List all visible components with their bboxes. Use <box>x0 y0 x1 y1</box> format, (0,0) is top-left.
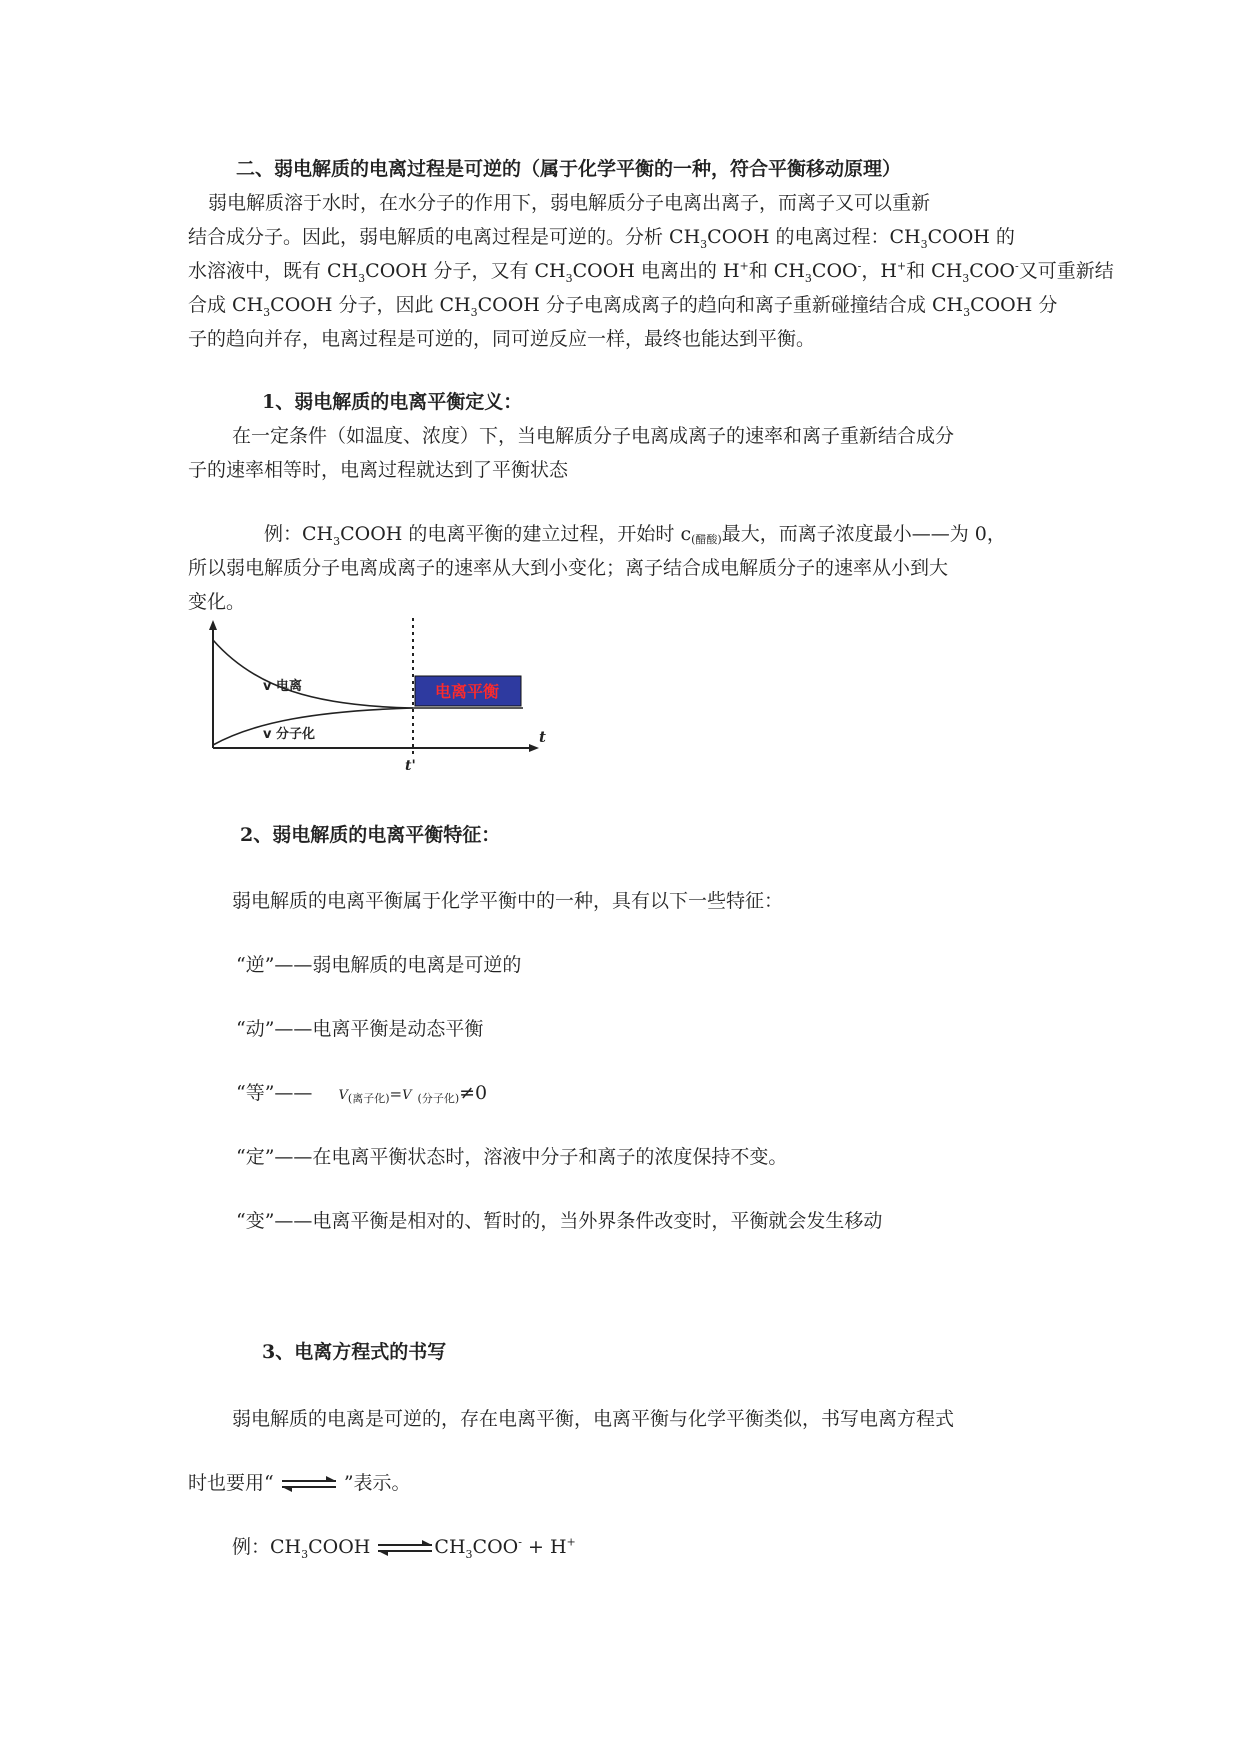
feature-reversible: “逆”——弱电解质的电离是可逆的 <box>236 954 522 976</box>
intro-line-1: 弱电解质溶于水时，在水分子的作用下，弱电解质分子电离出离子，而离子又可以重新 <box>208 192 931 214</box>
ionization-rate-label: v 电离 <box>263 679 303 694</box>
ionization-rate-curve <box>213 640 413 708</box>
feature-fixed: “定”——在电离平衡状态时，溶液中分子和离子的浓度保持不变。 <box>236 1146 788 1168</box>
reversible-arrow-icon <box>280 1476 338 1492</box>
example1-line-1: 例：$CH_3COOH$ 的电离平衡的建立过程，开始时 c(醋酸)最大，而离子浓度最小——为 0， <box>264 523 1006 548</box>
feature-equal: “等”—— V(离子化)=V (分子化)≠0 <box>236 1082 488 1105</box>
reversible-arrow-icon <box>376 1540 434 1556</box>
s1-title: 1、弱电解质的电离平衡定义： <box>262 391 523 413</box>
s2-title: 2、弱电解质的电离平衡特征： <box>240 824 501 846</box>
intro-line-2: 结合成分子。因此，弱电解质的电离过程是可逆的。分析 $CH_3COOH$ 的电离过程：$CH_3COOH$ 的 <box>188 226 1015 251</box>
s3-line-2: 时也要用“ ”表示。 <box>188 1472 411 1494</box>
s3-example: 例：$CH_3COOH$ $CH_3COO^- + H^+$ <box>232 1535 576 1561</box>
intro-line-3: 水溶液中，既有 $CH_3COOH$ 分子，又有 $CH_3COOH$ 电离出的 H+和 $CH_3COO^-$，H+和 $CH_3COO^-$又可重新结 <box>188 259 1114 285</box>
equilibrium-box-label: 电离平衡 <box>434 682 500 701</box>
y-axis-arrow <box>209 620 217 630</box>
intro-line-5: 子的趋向并存，电离过程是可逆的，同可逆反应一样，最终也能达到平衡。 <box>188 328 816 350</box>
t-axis-label: t <box>539 728 546 746</box>
intro-line-4: 合成 $CH_3COOH$ 分子，因此 $CH_3COOH$ 分子电离成离子的趋向和离子重新碰撞结合成 $CH_3COOH$ 分 <box>188 294 1058 319</box>
example1-line-2: 所以弱电解质分子电离成离子的速率从大到小变化；离子结合成电解质分子的速率从小到大 <box>188 557 949 579</box>
t-prime-label: t' <box>405 758 416 774</box>
s3-title: 3、电离方程式的书写 <box>262 1341 447 1363</box>
section-title: 二、弱电解质的电离过程是可逆的（属于化学平衡的一种，符合平衡移动原理） <box>236 158 902 180</box>
feature-dynamic: “动”——电离平衡是动态平衡 <box>236 1018 484 1040</box>
s3-line-1: 弱电解质的电离是可逆的，存在电离平衡，电离平衡与化学平衡类似，书写电离方程式 <box>232 1408 955 1430</box>
molecularization-rate-label: v 分子化 <box>263 727 316 742</box>
s2-intro: 弱电解质的电离平衡属于化学平衡中的一种，具有以下一些特征： <box>232 890 784 912</box>
ionization-equilibrium-graph <box>205 618 550 778</box>
s1-line-2: 子的速率相等时，电离过程就达到了平衡状态 <box>188 459 569 481</box>
example1-line-3: 变化。 <box>188 591 246 613</box>
feature-changeable: “变”——电离平衡是相对的、暂时的，当外界条件改变时，平衡就会发生移动 <box>236 1210 883 1232</box>
s1-line-1: 在一定条件（如温度、浓度）下，当电解质分子电离成离子的速率和离子重新结合成分 <box>232 425 955 447</box>
x-axis-arrow <box>529 744 539 752</box>
